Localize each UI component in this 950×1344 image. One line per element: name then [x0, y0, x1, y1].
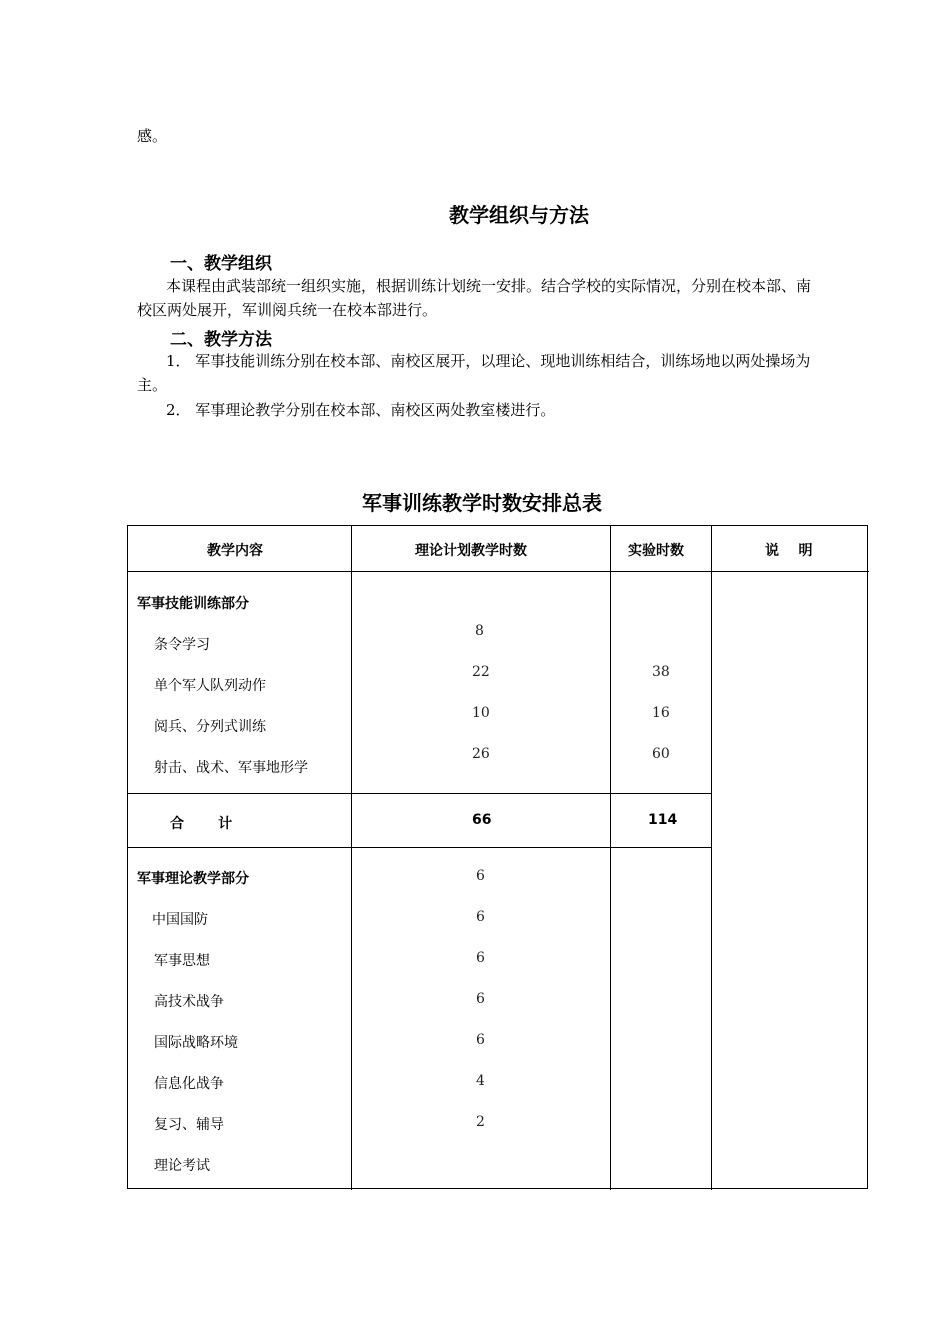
row-theory-hours: 8: [475, 623, 484, 639]
row-lab-hours: 38: [652, 664, 670, 680]
table-divider: [711, 526, 712, 1190]
row-theory-hours: 4: [476, 1073, 485, 1089]
heading-teaching-organization: 一、教学组织: [170, 254, 272, 274]
row-name: 军事思想: [154, 953, 210, 969]
row-theory-hours: 6: [476, 950, 485, 966]
table-divider: [128, 847, 712, 848]
total-theory-hours: 66: [472, 812, 492, 828]
row-theory-hours: 6: [476, 868, 485, 884]
header-theory-hours: 理论计划教学时数: [415, 543, 527, 559]
table-divider: [351, 526, 352, 1190]
list-item-1-continued: 主。: [137, 376, 168, 394]
table-divider: [128, 571, 869, 572]
row-theory-hours: 10: [472, 705, 490, 721]
table-divider: [610, 526, 611, 1190]
section-title: 教学组织与方法: [449, 203, 589, 227]
row-lab-hours: 60: [652, 746, 670, 762]
row-theory-hours: 2: [476, 1114, 485, 1130]
hours-table: [127, 525, 868, 1189]
list-item-1: 1． 军事技能训练分别在校本部、南校区展开，以理论、现地训练相结合，训练场地以两处操场为: [166, 352, 811, 370]
row-name: 高技术战争: [154, 994, 224, 1010]
text-fragment: 感。: [137, 127, 168, 145]
row-theory-hours: 6: [476, 991, 485, 1007]
section-theory-teaching: 军事理论教学部分: [137, 871, 249, 887]
row-lab-hours: 16: [652, 705, 670, 721]
row-theory-hours: 22: [472, 664, 490, 680]
row-name: 阅兵、分列式训练: [154, 719, 266, 735]
row-name: 条令学习: [154, 637, 210, 653]
row-name: 国际战略环境: [154, 1035, 238, 1051]
row-theory-hours: 6: [476, 1032, 485, 1048]
row-name: 射击、战术、军事地形学: [154, 760, 308, 776]
row-theory-hours: 26: [472, 746, 490, 762]
table-title: 军事训练教学时数安排总表: [362, 491, 602, 515]
row-name: 复习、辅导: [154, 1117, 224, 1133]
paragraph-line: 本课程由武装部统一组织实施，根据训练计划统一安排。结合学校的实际情况，分别在校本部、南: [166, 277, 812, 295]
row-name: 理论考试: [154, 1158, 210, 1174]
row-name: 单个军人队列动作: [154, 678, 266, 694]
heading-teaching-methods: 二、教学方法: [170, 330, 272, 350]
row-theory-hours: 6: [476, 909, 485, 925]
total-lab-hours: 114: [648, 812, 678, 828]
row-name: 中国国防: [152, 912, 208, 928]
header-content: 教学内容: [207, 543, 263, 559]
table-divider: [128, 793, 712, 794]
row-name: 信息化战争: [154, 1076, 224, 1092]
section-skills-training: 军事技能训练部分: [137, 596, 249, 612]
paragraph-line: 校区两处展开，军训阅兵统一在校本部进行。: [137, 301, 438, 319]
header-lab-hours: 实验时数: [628, 543, 684, 559]
total-label: 合 计: [170, 816, 233, 832]
list-item-2: 2． 军事理论教学分别在校本部、南校区两处教室楼进行。: [166, 401, 556, 419]
header-notes: 说 明: [765, 543, 813, 559]
